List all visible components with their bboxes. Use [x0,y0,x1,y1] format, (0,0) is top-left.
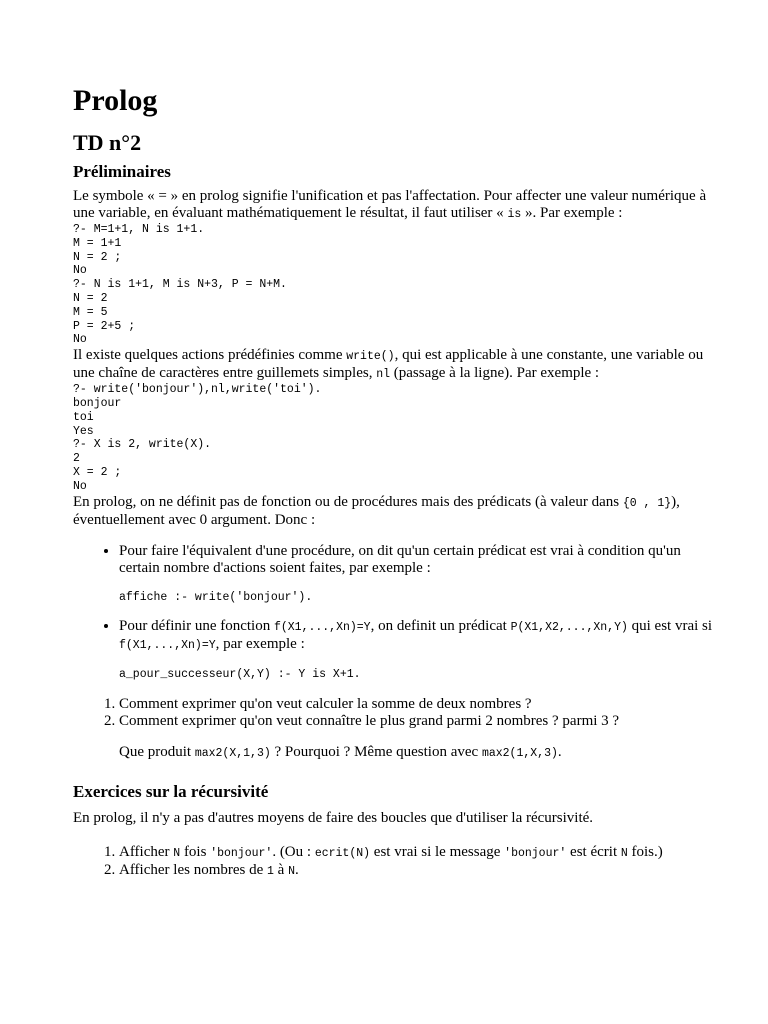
text-run: est vrai si le message [370,844,505,861]
text-run: fois [180,844,211,861]
inline-code: max2(X,1,3) [194,747,271,761]
questions-list [73,696,713,762]
recursivite-intro: En prolog, il n'y a pas d'autres moyens de faire des boucles que d'utiliser la récursivité. [73,810,594,827]
text-run: . [295,862,299,879]
document-page [73,84,713,880]
max2-question [119,744,713,762]
text-run: , par exemple : [215,636,305,653]
inline-code: {0 , 1} [622,496,672,510]
inline-code: 1 [267,865,274,879]
text-run: Il existe quelques actions prédéfinies comme [73,347,347,364]
code-block-unification: ?- M=1+1, N is 1+1. M = 1+1 N = 2 ; No ?- N is 1+1, M is N+3, P = N+M. N = 2 M = 5 P = 2+5 ; No [73,223,287,347]
code-block-write: ?- write('bonjour'),nl,write('toi'). bonjour toi Yes ?- X is 2, write(X). 2 X = 2 ; No [73,383,322,493]
text-run: Que produit [119,744,195,761]
text-run: Comment exprimer qu'on veut connaître le plus grand parmi 2 nombres ? parmi 3 ? [119,713,620,730]
inline-code: is [507,208,522,221]
list-item [119,713,713,762]
text-run: ». Par exemple : [521,205,623,221]
bullet-list [73,543,713,683]
text-run: . (Ou : [272,844,315,861]
inline-code: f(X1,...,Xn)=Y [273,621,371,635]
exercises-list [73,844,713,880]
text-run: qui est vrai si [627,618,713,635]
text-run: (passage à la ligne). Par exemple : [390,365,600,382]
code-example-successeur: a_pour_successeur(X,Y) :- Y is X+1. [119,668,361,682]
text-run: ? Pourquoi ? Même question avec [270,744,482,761]
section-heading-recursivite: Exercices sur la récursivité [73,782,269,802]
text-run: Afficher [119,844,174,861]
inline-code: max2(1,X,3) [481,747,558,761]
page-title: Prolog [73,84,158,117]
section-preliminaires [73,162,713,762]
section-recursivite [73,782,713,880]
inline-code: 'bonjour' [210,847,273,861]
text-run: Afficher les nombres de [119,862,268,879]
inline-code: P(X1,X2,...,Xn,Y) [510,621,628,635]
text-run: Pour définir une fonction [119,618,274,635]
text-run: à [273,862,289,879]
code-example-affiche: affiche :- write('bonjour'). [119,590,313,604]
text-run: Pour faire l'équivalent d'une procédure, on dit qu'un certain prédicat est vrai à condition qu'un certain nombre d'actions soient faites, par exemple : [119,542,681,576]
text-run: , on definit un prédicat [370,618,511,635]
predicates-paragraph [73,494,713,529]
text-run: est écrit [566,844,621,861]
inline-code: 'bonjour' [504,847,567,861]
text-run: Comment exprimer qu'on veut calculer la somme de deux nombres ? [119,696,532,713]
inline-code: nl [376,368,391,382]
text-run: fois.) [627,844,663,861]
text-run: ), éventuellement avec 0 argument. Donc : [73,493,680,528]
inline-code: ecrit(N) [314,847,371,861]
text-run: En prolog, on ne définit pas de fonction ou de procédures mais des prédicats (à valeur dans [73,493,623,510]
intro-paragraph [73,188,713,223]
inline-code: N [173,847,181,861]
text-run: Le symbole « = » en prolog signifie l'unification et pas l'affectation. Pour affecter une valeur numérique à une variable, en évaluant mathématiquement le résultat, il faut utiliser « [73,188,707,221]
inline-code: f(X1,...,Xn)=Y [119,639,216,653]
inline-code: N [288,865,295,879]
list-item [119,862,713,880]
section-heading-preliminaires: Préliminaires [73,162,171,181]
list-item [119,844,713,862]
inline-code: N [620,847,628,861]
write-paragraph [73,347,713,383]
text-run: . [557,744,562,761]
inline-code: write() [346,350,395,364]
list-item [119,696,713,713]
list-item [119,543,713,605]
page-subtitle: TD n°2 [73,130,142,155]
text-run: , qui est applicable à une constante, une variable ou une chaîne de caractères entre guillemets simples, [73,347,704,382]
list-item [119,618,713,682]
